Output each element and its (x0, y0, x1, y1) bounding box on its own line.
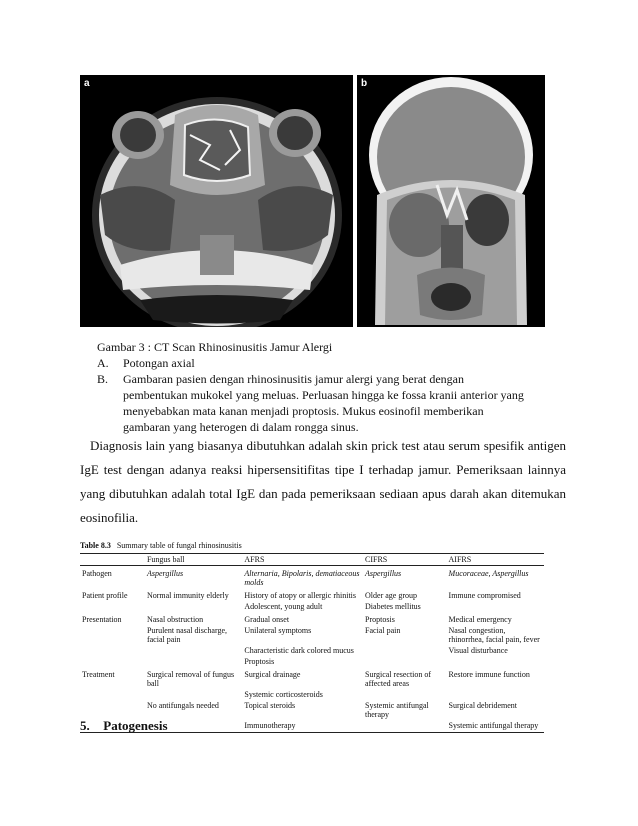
table-cell: Medical emergency (448, 615, 512, 624)
caption-item-a (97, 355, 527, 371)
table-cell: Systemic antifungal therapy (365, 701, 429, 719)
table-cell: Systemic antifungal therapy (447, 720, 544, 733)
table-cell: Nasal congestion, rhinorrhea, facial pain, fever (448, 626, 540, 644)
table-cell: Systemic corticosteroids (244, 690, 323, 699)
body-paragraph: Diagnosis lain yang biasanya dibutuhkan adalah skin prick test atau serum spesifik antigen IgE test dengan adanya reaksi hipersensitifitas tipe I terhadap jamur. Pemeriksaan lainnya yang dibutuhkan adalah total IgE dan pada pemeriksaan sediaan apus darah akan ditemukan eosinofilia. (80, 438, 566, 525)
ct-scan-axial-image (80, 75, 353, 327)
table-cell: Restore immune function (448, 670, 530, 679)
table-caption (80, 541, 544, 550)
caption-item-b (97, 371, 527, 435)
table-row (80, 612, 544, 625)
ct-scan-coronal-image (357, 75, 545, 327)
table-cell: Surgical drainage (244, 670, 301, 679)
table-row-label (80, 689, 145, 700)
table-cell: Proptosis (244, 657, 275, 666)
table-header-cell: CIFRS (363, 554, 447, 566)
table-cell: Unilateral symptoms (244, 626, 312, 635)
table-row-label: Patient profile (82, 591, 128, 600)
table-cell: Surgical resection of affected areas (365, 670, 432, 688)
table-row-label: Treatment (82, 670, 115, 679)
table-cell: Aspergillus (146, 569, 184, 578)
table-header-cell: AFRS (242, 554, 363, 566)
table-cell: Aspergillus (365, 569, 402, 578)
table-row-label (80, 625, 145, 645)
table-row (80, 689, 544, 700)
table-row (80, 588, 544, 601)
table-cell (363, 689, 447, 700)
section-title: Patogenesis (103, 718, 168, 733)
table-row (80, 566, 544, 589)
table-header-cell: Fungus ball (145, 554, 242, 566)
table-cell: Characteristic dark colored mucus (244, 646, 354, 655)
table-cell (447, 656, 544, 667)
table-row-label (80, 700, 145, 720)
table-cell: Nasal obstruction (146, 615, 204, 624)
table-cell: Alternaria, Bipolaris, dematiaceous molds (244, 569, 360, 587)
table-cell (363, 656, 447, 667)
table-row-label (80, 656, 145, 667)
table-cell: Topical steroids (244, 701, 296, 710)
table-cell: Gradual onset (244, 615, 290, 624)
table-cell: Mucoraceae, Aspergillus (448, 569, 529, 578)
table-cell: Diabetes mellitus (365, 602, 421, 611)
table-cell: Purulent nasal discharge, facial pain (146, 626, 228, 644)
ct-figure (80, 75, 545, 327)
table-row-label (80, 645, 145, 656)
figure-caption (97, 339, 527, 435)
table-row (80, 656, 544, 667)
table-header-row (80, 554, 544, 566)
table-cell: Immunotherapy (242, 720, 363, 733)
caption-title: Gambar 3 : CT Scan Rhinosinusitis Jamur Alergi (97, 340, 333, 354)
table-row-label: Pathogen (82, 569, 112, 578)
ct-coronal-drawing (357, 75, 545, 327)
table-cell (145, 656, 242, 667)
table-row-label (80, 601, 145, 612)
panel-a-label: a (84, 78, 90, 89)
table-row (80, 667, 544, 689)
table-cell (145, 689, 242, 700)
table-header-cell: AIFRS (447, 554, 544, 566)
table-cell: History of atopy or allergic rhinitis (244, 591, 356, 600)
table-header-cell (80, 554, 145, 566)
table-cell: Immune compromised (448, 591, 521, 600)
table-cell (363, 720, 447, 733)
caption-list (97, 355, 527, 435)
section-heading (80, 718, 168, 734)
table-cell: Adolescent, young adult (244, 602, 323, 611)
table-row (80, 625, 544, 645)
caption-item-marker: B. (97, 372, 109, 386)
table-caption-text: Summary table of fungal rhinosinusitis (116, 541, 242, 550)
table-cell: Facial pain (365, 626, 401, 635)
table-cell (145, 645, 242, 656)
caption-item-text: Gambaran pasien dengan rhinosinusitis jamur alergi yang berat dengan pembentukan mukokel yang meluas. Perluasan hingga ke fossa kranii anterior yang menyebabkan mata kanan menjadi proptosis. Mukus eosinofil memberikan gambaran yang heterogen di dalam rongga sinus. (123, 372, 524, 434)
table-cell (447, 601, 544, 612)
table-row (80, 601, 544, 612)
table-cell: Visual disturbance (448, 646, 508, 655)
table-row (80, 645, 544, 656)
table-row (80, 700, 544, 720)
ct-axial-drawing (80, 75, 353, 327)
table-cell: No antifungals needed (146, 701, 219, 710)
table-cell (447, 689, 544, 700)
table-cell: Older age group (365, 591, 417, 600)
panel-b-label: b (361, 78, 368, 89)
table-cell: Surgical removal of fungus ball (146, 670, 235, 688)
caption-item-marker: A. (97, 356, 109, 370)
section-number: 5. (80, 718, 90, 733)
table-row-label: Presentation (82, 615, 122, 624)
summary-table-block (80, 541, 544, 733)
table-cell: Surgical debridement (448, 701, 518, 710)
table-cell (145, 601, 242, 612)
table-caption-label: Table 8.3 (80, 541, 111, 550)
table-cell: Normal immunity elderly (146, 591, 229, 600)
table-cell (363, 645, 447, 656)
caption-item-text: Potongan axial (123, 356, 195, 370)
fungal-rhinosinusitis-table (80, 553, 544, 733)
table-cell: Proptosis (365, 615, 395, 624)
